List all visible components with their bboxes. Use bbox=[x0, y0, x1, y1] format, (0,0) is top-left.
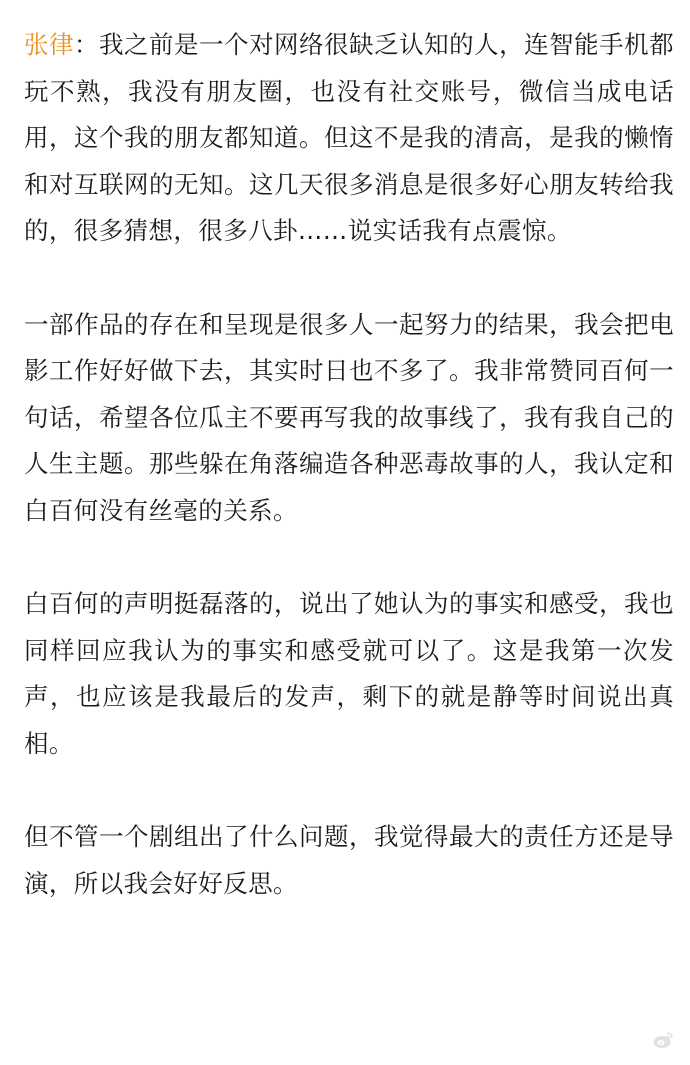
paragraph-3: 白百何的声明挺磊落的，说出了她认为的事实和感受，我也同样回应我认为的事实和感受就可以了。这是我第一次发声，也应该是我最后的发声，剩下的就是静等时间说出真相。 bbox=[24, 589, 674, 758]
weibo-logo-icon bbox=[652, 1029, 674, 1051]
speaker-separator: ： bbox=[74, 30, 100, 59]
paragraph-1 bbox=[24, 22, 674, 255]
speaker-name[interactable]: 张律 bbox=[24, 30, 75, 59]
article-body bbox=[24, 22, 674, 954]
paragraph-1-text: 我之前是一个对网络很缺乏认知的人，连智能手机都玩不熟，我没有朋友圈，也没有社交账号，微信当成电话用，这个我的朋友都知道。但这不是我的清高，是我的懒惰和对互联网的无知。这几天很多消息是很多好心朋友转给我的，很多猜想，很多八卦……说实话我有点震惊。 bbox=[24, 30, 674, 245]
watermark bbox=[652, 1027, 680, 1053]
paragraph-2: 一部作品的存在和呈现是很多人一起努力的结果，我会把电影工作好好做下去，其实时日也不多了。我非常赞同百何一句话，希望各位瓜主不要再写我的故事线了，我有我自己的人生主题。那些躲在角落编造各种恶毒故事的人，我认定和白百何没有丝毫的关系。 bbox=[24, 309, 674, 525]
paragraph-4: 但不管一个剧组出了什么问题，我觉得最大的责任方还是导演，所以我会好好反思。 bbox=[24, 822, 674, 898]
